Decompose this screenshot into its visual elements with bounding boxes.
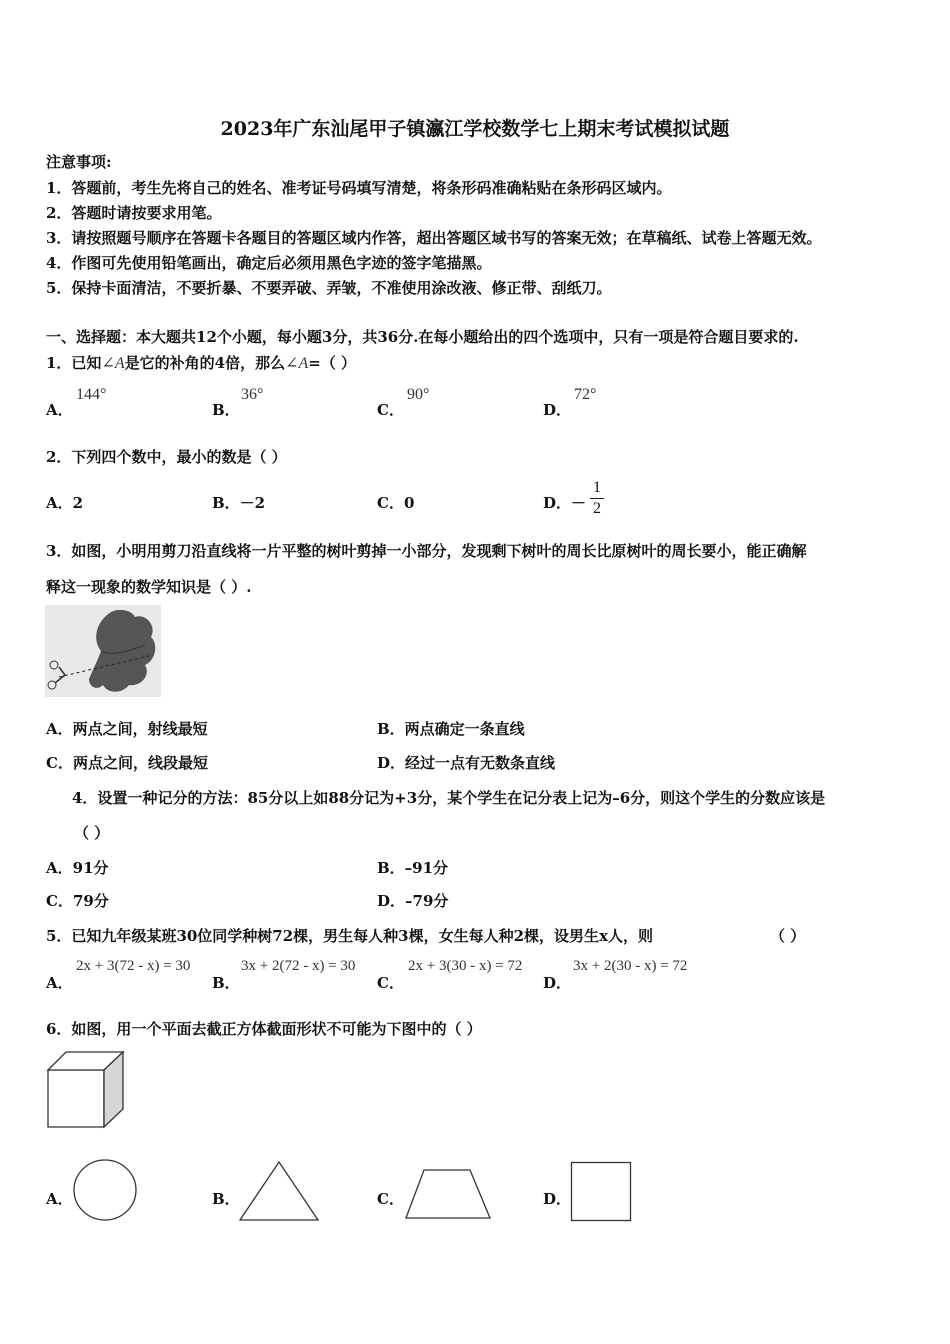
circle-outline <box>74 1160 136 1220</box>
q1-option-c-value: 90° <box>407 386 430 403</box>
q2-option-a: A．2 <box>46 494 84 512</box>
trapezoid-shape <box>404 1168 492 1220</box>
triangle-outline <box>240 1162 318 1220</box>
q1-option-b-letter: B． <box>212 401 240 419</box>
notice-item-2: 2．答题时请按要求用笔。 <box>46 204 222 222</box>
section-heading: 一、选择题：本大题共12个小题，每小题3分，共36分.在每小题给出的四个选项中，只有一项是符合题目要求的. <box>46 328 799 346</box>
fraction-denominator: 2 <box>593 500 601 517</box>
q3-option-a: A．两点之间，射线最短 <box>46 720 208 738</box>
circle-shape <box>72 1158 138 1222</box>
notice-item-3: 3．请按照题号顺序在答题卡各题目的答题区域内作答，超出答题区域书写的答案无效；在草稿纸、试卷上答题无效。 <box>46 229 822 247</box>
q1-stem-c: =（ ） <box>308 354 357 372</box>
cube-front-face <box>48 1070 104 1127</box>
question-3-stem-line2: 释这一现象的数学知识是（ ）. <box>46 578 252 596</box>
q3-option-c: C．两点之间，线段最短 <box>46 754 208 772</box>
fraction-bar <box>590 498 604 499</box>
question-1-stem <box>46 352 356 373</box>
q6-option-d-letter: D． <box>543 1190 572 1208</box>
q4-option-a: A．91分 <box>46 859 109 877</box>
notice-item-4: 4．作图可先使用铅笔画出，确定后必须用黑色字迹的签字笔描黑。 <box>46 254 492 272</box>
q2-option-d: D．－ <box>543 494 587 512</box>
notice-item-5: 5．保持卡面清洁，不要折暴、不要弄破、弄皱，不准使用涂改液、修正带、刮纸刀。 <box>46 279 612 297</box>
question-2-stem: 2．下列四个数中，最小的数是（ ） <box>46 448 287 466</box>
question-4-stem-line2: （ ） <box>74 824 110 842</box>
q1-option-d-letter: D． <box>543 401 572 419</box>
q1-option-a-letter: A． <box>46 401 73 419</box>
q1-option-a-value: 144° <box>76 386 107 403</box>
q5-option-a-expr: 2x + 3(72 - x) = 30 <box>76 958 191 974</box>
notice-item-1: 1．答题前，考生先将自己的姓名、准考证号码填写清楚，将条形码准确粘贴在条形码区域内。 <box>46 179 672 197</box>
question-4-stem-line1: 4．设置一种记分的方法：85分以上如88分记为+3分，某个学生在记分表上记为–6分，则这个学生的分数应该是 <box>72 789 826 807</box>
q3-option-d: D．经过一点有无数条直线 <box>377 754 556 772</box>
q1-stem-a: 1．已知 <box>46 354 102 372</box>
notice-heading: 注意事项: <box>46 153 112 171</box>
q2-option-b: B．－2 <box>212 494 266 512</box>
q5-option-b-letter: B． <box>212 974 240 992</box>
q3-option-b: B．两点确定一条直线 <box>377 720 525 738</box>
question-6-stem: 6．如图，用一个平面去截正方体截面形状不可能为下图中的（ ） <box>46 1020 482 1038</box>
page-title: 2023年广东汕尾甲子镇瀛江学校数学七上期末考试模拟试题 <box>220 118 730 140</box>
cube-figure <box>46 1050 126 1130</box>
square-outline <box>572 1163 631 1221</box>
fraction-numerator: 1 <box>593 479 601 496</box>
q2-option-d-fraction <box>590 479 604 518</box>
q1-option-c-letter: C． <box>377 401 404 419</box>
q1-option-b-value: 36° <box>241 386 264 403</box>
q5-option-c-expr: 2x + 3(30 - x) = 72 <box>408 958 523 974</box>
q5-option-a-letter: A． <box>46 974 73 992</box>
q5-option-d-letter: D． <box>543 974 572 992</box>
q6-option-b-letter: B． <box>212 1190 240 1208</box>
triangle-shape <box>238 1160 320 1222</box>
q1-stem-b: 是它的补角的4倍，那么 <box>124 354 286 372</box>
q1-option-d-value: 72° <box>574 386 597 403</box>
leaf-cut-image <box>45 605 161 697</box>
q5-option-b-expr: 3x + 2(72 - x) = 30 <box>241 958 356 974</box>
q1-angle-a-2: ∠A <box>285 355 309 372</box>
question-5-stem: 5．已知九年级某班30位同学种树72棵，男生每人种3棵，女生每人种2棵，设男生x人，则 <box>46 927 654 945</box>
q4-option-d: D．–79分 <box>377 892 449 910</box>
trapezoid-outline <box>406 1170 490 1218</box>
q5-option-c-letter: C． <box>377 974 404 992</box>
q6-option-a-letter: A． <box>46 1190 73 1208</box>
q5-option-d-expr: 3x + 2(30 - x) = 72 <box>573 958 688 974</box>
square-shape <box>570 1161 633 1222</box>
question-3-stem-line1: 3．如图，小明用剪刀沿直线将一片平整的树叶剪掉一小部分，发现剩下树叶的周长比原树叶的周长要小，能正确解 <box>46 542 807 560</box>
q4-option-b: B．–91分 <box>377 859 449 877</box>
q1-angle-a: ∠A <box>101 355 125 372</box>
q6-option-c-letter: C． <box>377 1190 404 1208</box>
q4-option-c: C．79分 <box>46 892 109 910</box>
q2-option-c: C．0 <box>377 494 415 512</box>
question-5-paren: （ ） <box>770 927 806 945</box>
